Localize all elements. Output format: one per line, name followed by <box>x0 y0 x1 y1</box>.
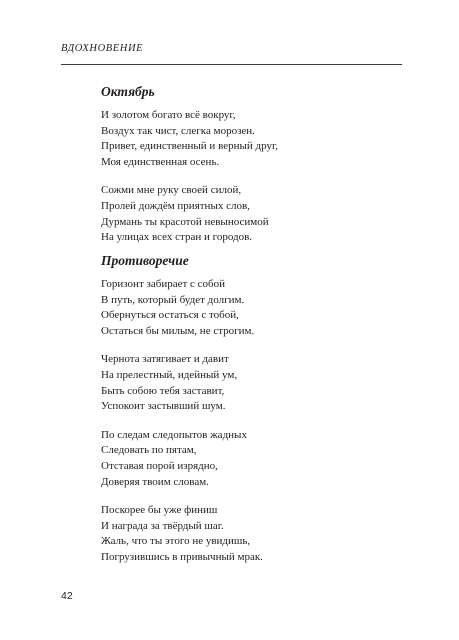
header-divider <box>61 64 402 65</box>
poem-line: Горизонт забирает с собой <box>101 278 226 290</box>
poem-line: Погрузившись в привычный мрак. <box>101 550 263 563</box>
poem-line: Обернуться остаться с тобой, <box>101 309 239 322</box>
poem-line: Остаться бы милым, не строгим. <box>101 324 255 337</box>
poem-line: И золотом богато всё вокруг, <box>101 109 236 121</box>
stanza <box>101 277 401 339</box>
poem-line: Жаль, что ты этого не увидишь, <box>101 535 251 548</box>
poem-line: Успокоит застывший шум. <box>101 400 226 413</box>
poem-line: Воздух так чист, слегка морозен. <box>101 124 255 137</box>
poem-line: Моя единственная осень. <box>101 155 220 168</box>
poem-line: Быть собою тебя заставит, <box>101 384 225 397</box>
poem-line: Привет, единственный и верный друг, <box>101 140 278 153</box>
poem-line: Сожми мне руку своей силой, <box>101 184 242 197</box>
stanza <box>101 503 401 565</box>
stanza <box>101 352 401 414</box>
poem-line: Чернота затягивает и давит <box>101 353 229 366</box>
stanza <box>101 108 401 170</box>
poem-line: В путь, который будет долгим. <box>101 293 245 306</box>
poem-line: На прелестный, идейный ум, <box>101 368 238 381</box>
poem-line: По следам следопытов жадных <box>101 428 247 441</box>
poem-line: Дурмань ты красотой невыносимой <box>101 215 269 228</box>
poem-contradiction <box>101 253 401 579</box>
poem-line: Отставая порой изрядно, <box>101 459 218 472</box>
poem-line: Доверяя твоим словам. <box>101 475 209 488</box>
poem-line: На улицах всех стран и городов. <box>101 231 253 244</box>
poem-title: Противоречие <box>101 253 189 268</box>
stanza <box>101 183 401 245</box>
poem-line: И награда за твёрдый шаг. <box>101 519 224 532</box>
running-head: ВДОХНОВЕНИЕ <box>61 43 144 54</box>
poem-title: Октябрь <box>101 84 155 99</box>
page-number: 42 <box>61 590 73 602</box>
poem-line: Поскорее бы уже финиш <box>101 504 218 517</box>
stanza <box>101 428 401 490</box>
poem-october <box>101 84 401 259</box>
poem-line: Пролей дождём приятных слов, <box>101 199 250 212</box>
poem-line: Следовать по пятам, <box>101 444 197 457</box>
